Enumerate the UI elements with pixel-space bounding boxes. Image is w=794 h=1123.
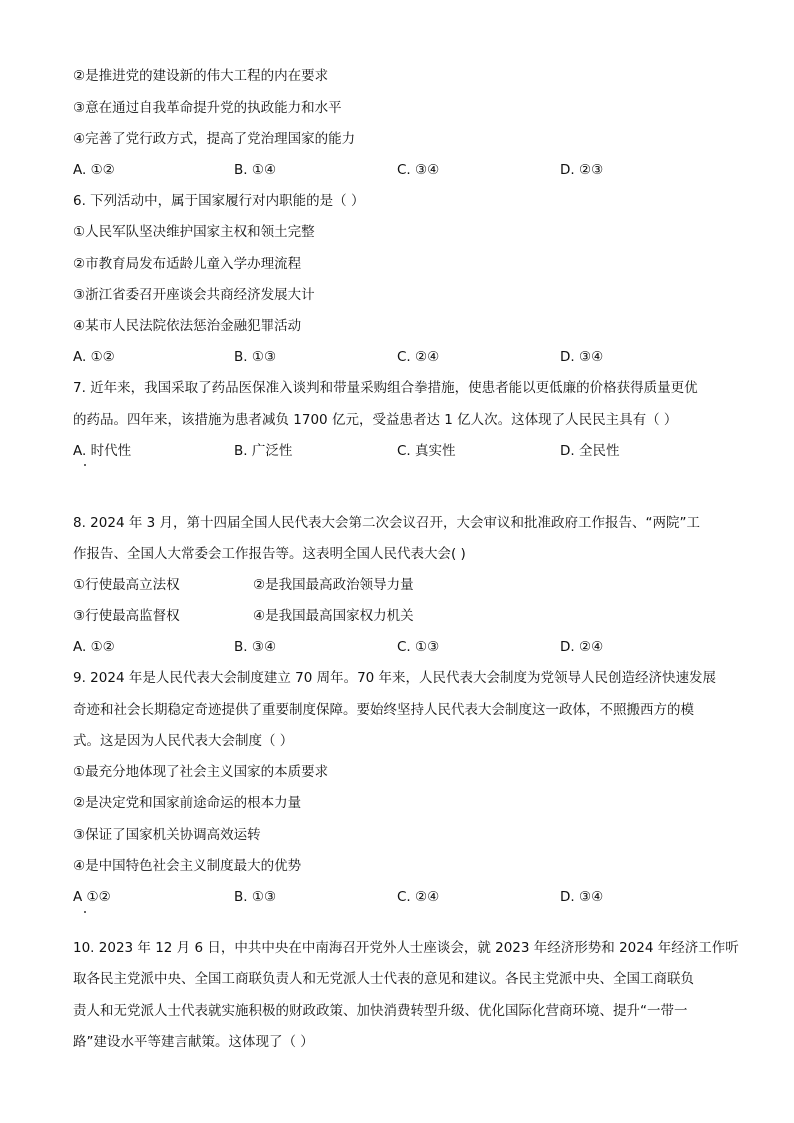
q6-option-c: C. ②④ (397, 349, 440, 365)
q5-option-a: A. ①② (73, 162, 115, 178)
q9-item-3: ③保证了国家机关协调高效运转 (73, 827, 261, 843)
q6-item-4: ④某市人民法院依法惩治金融犯罪活动 (73, 318, 302, 334)
q5-option-b: B. ①④ (234, 162, 277, 178)
q6-item-3: ③浙江省委召开座谈会共商经济发展大计 (73, 287, 315, 303)
q8-item-1: ①行使最高立法权 (73, 577, 180, 593)
q5-item-3: ③意在通过自我革命提升党的执政能力和水平 (73, 100, 342, 116)
q10-stem-line-4: 路”建设水平等建言献策。这体现了（ ） (73, 1034, 314, 1050)
q9-stem-line-1: 9. 2024 年是人民代表大会制度建立 70 周年。70 年来，人民代表大会制度为党领导人民创造经济快速发展 (73, 670, 717, 686)
q7-stem-line-1: 7. 近年来，我国采取了药品医保准入谈判和带量采购组合拳措施，使患者能以更低廉的价格获得质量更优 (73, 380, 698, 396)
q9-option-d: D. ③④ (560, 889, 604, 905)
q9-option-c: C. ②④ (397, 889, 440, 905)
q6-option-d: D. ③④ (560, 349, 604, 365)
q8-stem-line-1: 8. 2024 年 3 月，第十四届全国人民代表大会第二次会议召开，大会审议和批准政府工作报告、“两院”工 (73, 515, 700, 531)
q9-item-4: ④是中国特色社会主义制度最大的优势 (73, 858, 302, 874)
q8-option-b: B. ③④ (234, 639, 277, 655)
q8-item-4: ④是我国最高国家权力机关 (253, 608, 414, 624)
q5-option-d: D. ②③ (560, 162, 604, 178)
q7-options (73, 441, 713, 461)
q8-option-d: D. ②④ (560, 639, 604, 655)
q5-options (73, 160, 713, 180)
q6-stem: 6. 下列活动中，属于国家履行对内职能的是（ ） (73, 193, 365, 209)
q5-item-4: ④完善了党行政方式，提高了党治理国家的能力 (73, 131, 356, 147)
q10-stem-line-3: 责人和无党派人士代表就实施积极的财政政策、加快消费转型升级、优化国际化营商环境、提升“一带一 (73, 1003, 688, 1019)
q9-item-2: ②是决定党和国家前途命运的根本力量 (73, 795, 302, 811)
q6-option-b: B. ①③ (234, 349, 277, 365)
q7-stem-line-2: 的药品。四年来，该措施为患者减负 1700 亿元，受益患者达 1 亿人次。这体现了人民民主具有（ ） (73, 412, 678, 428)
stray-mark (84, 911, 86, 913)
q8-item-2: ②是我国最高政治领导力量 (253, 577, 414, 593)
q8-item-3: ③行使最高监督权 (73, 608, 180, 624)
q8-stem-line-2: 作报告、全国人大常委会工作报告等。这表明全国人民代表大会( ) (73, 546, 466, 562)
q5-option-c: C. ③④ (397, 162, 440, 178)
q6-item-1: ①人民军队坚决维护国家主权和领土完整 (73, 224, 315, 240)
q7-option-a: A. 时代性 (73, 443, 132, 459)
q9-option-b: B. ①③ (234, 889, 277, 905)
q6-option-a: A. ①② (73, 349, 115, 365)
q9-options (73, 887, 713, 907)
q8-options (73, 637, 713, 657)
q9-item-1: ①最充分地体现了社会主义国家的本质要求 (73, 764, 329, 780)
q7-option-c: C. 真实性 (397, 443, 456, 459)
q10-stem-line-2: 取各民主党派中央、全国工商联负责人和无党派人士代表的意见和建议。各民主党派中央、全国工商联负 (73, 971, 694, 987)
q8-option-a: A. ①② (73, 639, 115, 655)
q9-option-a: A ①② (73, 889, 111, 905)
q6-options (73, 347, 713, 367)
q9-stem-line-2: 奇迹和社会长期稳定奇迹提供了重要制度保障。要始终坚持人民代表大会制度这一政体，不照搬西方的模 (73, 702, 694, 718)
q8-option-c: C. ①③ (397, 639, 440, 655)
q10-stem-line-1: 10. 2023 年 12 月 6 日，中共中央在中南海召开党外人士座谈会，就 2023 年经济形势和 2024 年经济工作听 (73, 940, 739, 956)
q7-option-b: B. 广泛性 (234, 443, 293, 459)
q7-option-d: D. 全民性 (560, 443, 620, 459)
stray-mark (84, 464, 86, 466)
q6-item-2: ②市教育局发布适龄儿童入学办理流程 (73, 256, 302, 272)
q5-item-2: ②是推进党的建设新的伟大工程的内在要求 (73, 68, 329, 84)
q9-stem-line-3: 式。这是因为人民代表大会制度（ ） (73, 733, 294, 749)
